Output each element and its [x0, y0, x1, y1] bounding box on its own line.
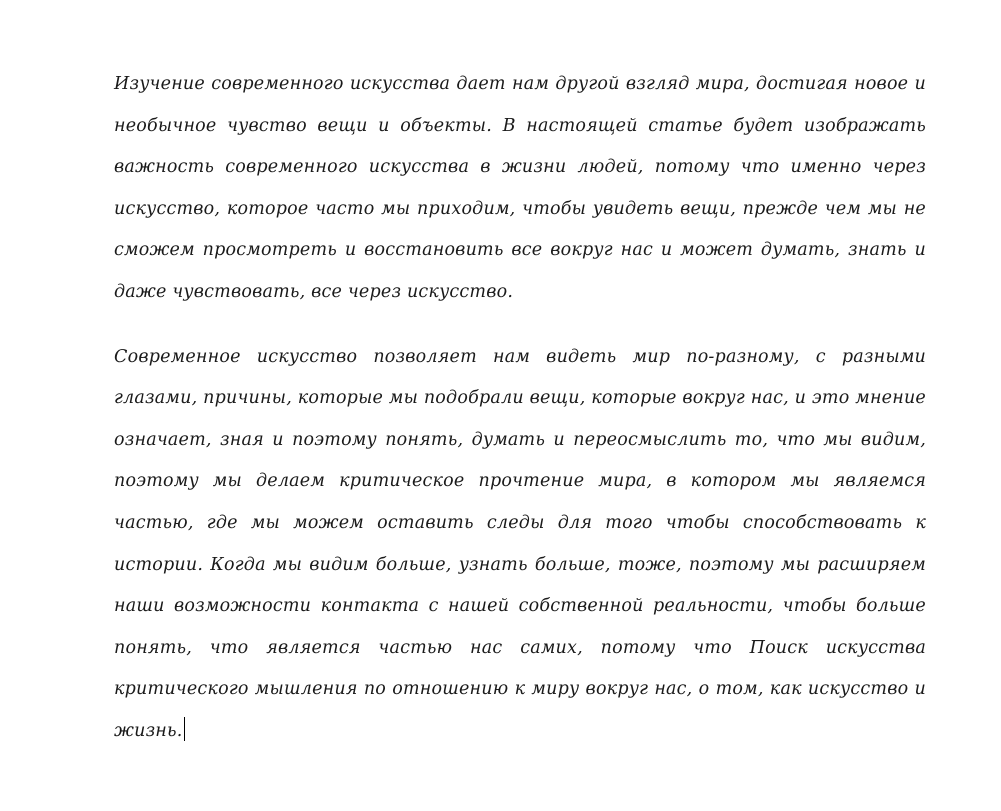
text-cursor: [184, 717, 185, 741]
paragraph-1: Изучение современного искусства дает нам другой взгляд мира, достигая новое и необычное чувство вещи и объекты. В настоящей статье будет изображать важность современного искусства в жизни людей, потому что именно через искусство, которое часто мы приходим, чтобы увидеть вещи, прежде чем мы не сможем просмотреть и восстановить все вокруг нас и может думать, знать и даже чувствовать, все через искусство.: [114, 74, 926, 302]
paragraph-2: [114, 337, 926, 753]
document-body[interactable]: [114, 64, 926, 753]
paragraph-2-text: Современное искусство позволяет нам видеть мир по-разному, с разными глазами, причины, которые мы подобрали вещи, которые вокруг нас, и это мнение означает, зная и поэтому понять, думать и переосмыслить то, что мы видим, поэтому мы делаем критическое прочтение мира, в котором мы являемся частью, где мы можем оставить следы для того чтобы способствовать к истории. Когда мы видим больше, узнать больше, тоже, поэтому мы расширяем наши возможности контакта с нашей собственной реальности, чтобы больше понять, что является частью нас самих, потому что Поиск искусства критического мышления по отношению к миру вокруг нас, о том, как искусство и жизнь.: [114, 346, 926, 741]
